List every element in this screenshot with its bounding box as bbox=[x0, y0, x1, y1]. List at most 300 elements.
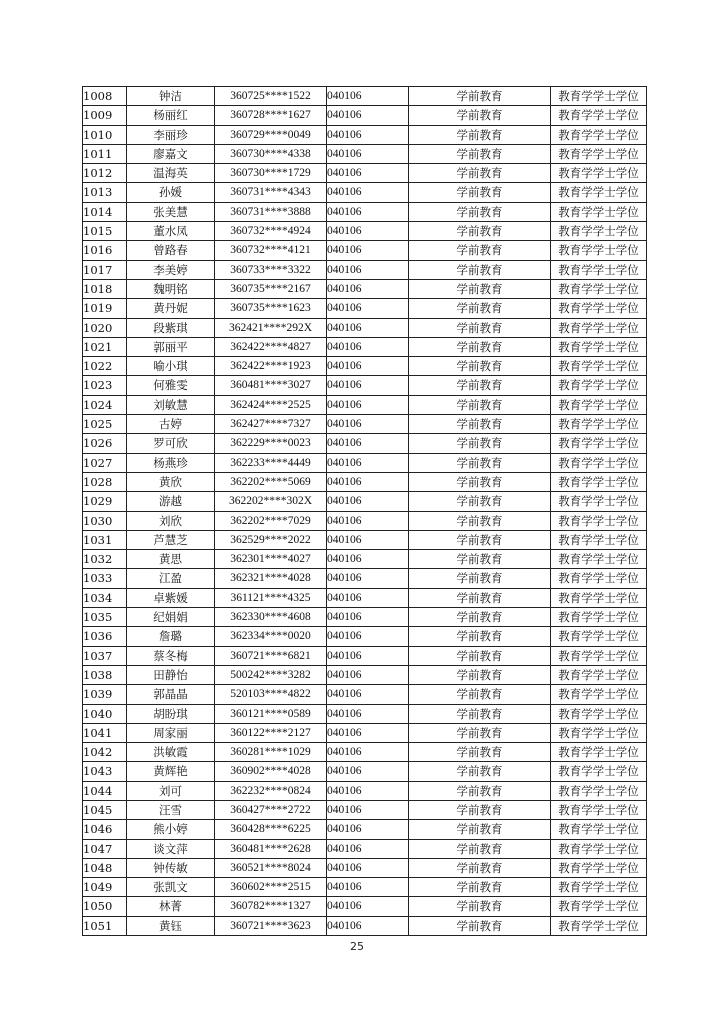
table-row bbox=[83, 376, 647, 395]
id-number-cell: 360902****4028 bbox=[215, 762, 327, 781]
student-name-cell: 黄辉艳 bbox=[127, 762, 215, 781]
student-name-cell: 黄钰 bbox=[127, 916, 215, 935]
table-row bbox=[83, 685, 647, 704]
major-name-cell: 学前教育 bbox=[409, 839, 551, 858]
serial-number-cell: 1030 bbox=[83, 511, 127, 530]
table-row bbox=[83, 202, 647, 221]
serial-number-cell: 1026 bbox=[83, 434, 127, 453]
degree-cell: 教育学学士学位 bbox=[551, 279, 647, 298]
degree-cell: 教育学学士学位 bbox=[551, 434, 647, 453]
student-name-cell: 罗可欣 bbox=[127, 434, 215, 453]
major-name-cell: 学前教育 bbox=[409, 588, 551, 607]
student-name-cell: 詹璐 bbox=[127, 627, 215, 646]
student-name-cell: 林菁 bbox=[127, 897, 215, 916]
degree-cell: 教育学学士学位 bbox=[551, 106, 647, 125]
id-number-cell: 360733****3322 bbox=[215, 260, 327, 279]
student-name-cell: 黄丹妮 bbox=[127, 299, 215, 318]
student-name-cell: 李丽珍 bbox=[127, 125, 215, 144]
major-name-cell: 学前教育 bbox=[409, 434, 551, 453]
serial-number-cell: 1025 bbox=[83, 415, 127, 434]
major-name-cell: 学前教育 bbox=[409, 550, 551, 569]
major-code-cell: 040106 bbox=[327, 550, 409, 569]
student-name-cell: 何雅雯 bbox=[127, 376, 215, 395]
degree-cell: 教育学学士学位 bbox=[551, 511, 647, 530]
degree-cell: 教育学学士学位 bbox=[551, 685, 647, 704]
table-row bbox=[83, 222, 647, 241]
table-row bbox=[83, 608, 647, 627]
table-row bbox=[83, 318, 647, 337]
major-code-cell: 040106 bbox=[327, 820, 409, 839]
major-name-cell: 学前教育 bbox=[409, 222, 551, 241]
major-name-cell: 学前教育 bbox=[409, 820, 551, 839]
serial-number-cell: 1022 bbox=[83, 357, 127, 376]
major-name-cell: 学前教育 bbox=[409, 357, 551, 376]
student-name-cell: 熊小婷 bbox=[127, 820, 215, 839]
id-number-cell: 520103****4822 bbox=[215, 685, 327, 704]
id-number-cell: 362421****292X bbox=[215, 318, 327, 337]
major-name-cell: 学前教育 bbox=[409, 569, 551, 588]
major-code-cell: 040106 bbox=[327, 87, 409, 106]
serial-number-cell: 1028 bbox=[83, 472, 127, 491]
table-row bbox=[83, 800, 647, 819]
degree-cell: 教育学学士学位 bbox=[551, 646, 647, 665]
degree-cell: 教育学学士学位 bbox=[551, 665, 647, 684]
student-name-cell: 刘可 bbox=[127, 781, 215, 800]
major-name-cell: 学前教育 bbox=[409, 878, 551, 897]
major-code-cell: 040106 bbox=[327, 183, 409, 202]
major-name-cell: 学前教育 bbox=[409, 646, 551, 665]
serial-number-cell: 1014 bbox=[83, 202, 127, 221]
serial-number-cell: 1015 bbox=[83, 222, 127, 241]
serial-number-cell: 1042 bbox=[83, 743, 127, 762]
table-row bbox=[83, 183, 647, 202]
serial-number-cell: 1044 bbox=[83, 781, 127, 800]
major-code-cell: 040106 bbox=[327, 800, 409, 819]
serial-number-cell: 1023 bbox=[83, 376, 127, 395]
major-name-cell: 学前教育 bbox=[409, 608, 551, 627]
table-row bbox=[83, 279, 647, 298]
serial-number-cell: 1045 bbox=[83, 800, 127, 819]
serial-number-cell: 1020 bbox=[83, 318, 127, 337]
id-number-cell: 500242****3282 bbox=[215, 665, 327, 684]
id-number-cell: 360732****4121 bbox=[215, 241, 327, 260]
table-row bbox=[83, 472, 647, 491]
degree-cell: 教育学学士学位 bbox=[551, 897, 647, 916]
table-row bbox=[83, 395, 647, 414]
major-name-cell: 学前教育 bbox=[409, 858, 551, 877]
degree-cell: 教育学学士学位 bbox=[551, 318, 647, 337]
major-code-cell: 040106 bbox=[327, 144, 409, 163]
table-row bbox=[83, 87, 647, 106]
serial-number-cell: 1017 bbox=[83, 260, 127, 279]
serial-number-cell: 1012 bbox=[83, 164, 127, 183]
student-name-cell: 钟传敏 bbox=[127, 858, 215, 877]
degree-cell: 教育学学士学位 bbox=[551, 781, 647, 800]
table-row bbox=[83, 704, 647, 723]
serial-number-cell: 1050 bbox=[83, 897, 127, 916]
id-number-cell: 362232****0824 bbox=[215, 781, 327, 800]
id-number-cell: 362424****2525 bbox=[215, 395, 327, 414]
serial-number-cell: 1010 bbox=[83, 125, 127, 144]
major-name-cell: 学前教育 bbox=[409, 530, 551, 549]
table-row bbox=[83, 762, 647, 781]
serial-number-cell: 1008 bbox=[83, 87, 127, 106]
student-name-cell: 孙媛 bbox=[127, 183, 215, 202]
major-code-cell: 040106 bbox=[327, 897, 409, 916]
student-name-cell: 卓紫媛 bbox=[127, 588, 215, 607]
id-number-cell: 360731****4343 bbox=[215, 183, 327, 202]
major-name-cell: 学前教育 bbox=[409, 723, 551, 742]
major-name-cell: 学前教育 bbox=[409, 704, 551, 723]
id-number-cell: 360427****2722 bbox=[215, 800, 327, 819]
major-name-cell: 学前教育 bbox=[409, 415, 551, 434]
serial-number-cell: 1011 bbox=[83, 144, 127, 163]
degree-cell: 教育学学士学位 bbox=[551, 762, 647, 781]
id-number-cell: 360602****2515 bbox=[215, 878, 327, 897]
table-row bbox=[83, 415, 647, 434]
id-number-cell: 362422****1923 bbox=[215, 357, 327, 376]
table-row bbox=[83, 511, 647, 530]
major-code-cell: 040106 bbox=[327, 376, 409, 395]
major-code-cell: 040106 bbox=[327, 222, 409, 241]
student-name-cell: 张美慧 bbox=[127, 202, 215, 221]
degree-cell: 教育学学士学位 bbox=[551, 125, 647, 144]
student-name-cell: 田静怡 bbox=[127, 665, 215, 684]
student-name-cell: 刘欣 bbox=[127, 511, 215, 530]
major-code-cell: 040106 bbox=[327, 858, 409, 877]
major-code-cell: 040106 bbox=[327, 646, 409, 665]
major-code-cell: 040106 bbox=[327, 106, 409, 125]
table-row bbox=[83, 916, 647, 935]
page-number: 25 bbox=[350, 940, 364, 953]
serial-number-cell: 1038 bbox=[83, 665, 127, 684]
major-name-cell: 学前教育 bbox=[409, 376, 551, 395]
major-code-cell: 040106 bbox=[327, 453, 409, 472]
table-row bbox=[83, 125, 647, 144]
major-code-cell: 040106 bbox=[327, 569, 409, 588]
student-name-cell: 蔡冬梅 bbox=[127, 646, 215, 665]
degree-cell: 教育学学士学位 bbox=[551, 550, 647, 569]
table-row bbox=[83, 144, 647, 163]
major-code-cell: 040106 bbox=[327, 318, 409, 337]
student-name-cell: 郭晶晶 bbox=[127, 685, 215, 704]
major-code-cell: 040106 bbox=[327, 916, 409, 935]
serial-number-cell: 1049 bbox=[83, 878, 127, 897]
degree-cell: 教育学学士学位 bbox=[551, 299, 647, 318]
student-name-cell: 董水凤 bbox=[127, 222, 215, 241]
id-number-cell: 360782****1327 bbox=[215, 897, 327, 916]
degree-cell: 教育学学士学位 bbox=[551, 858, 647, 877]
student-name-cell: 温海英 bbox=[127, 164, 215, 183]
student-name-cell: 谈文萍 bbox=[127, 839, 215, 858]
major-name-cell: 学前教育 bbox=[409, 916, 551, 935]
student-name-cell: 段紫琪 bbox=[127, 318, 215, 337]
major-code-cell: 040106 bbox=[327, 299, 409, 318]
degree-cell: 教育学学士学位 bbox=[551, 492, 647, 511]
serial-number-cell: 1036 bbox=[83, 627, 127, 646]
degree-cell: 教育学学士学位 bbox=[551, 839, 647, 858]
serial-number-cell: 1029 bbox=[83, 492, 127, 511]
table-row bbox=[83, 434, 647, 453]
serial-number-cell: 1047 bbox=[83, 839, 127, 858]
major-name-cell: 学前教育 bbox=[409, 87, 551, 106]
degree-cell: 教育学学士学位 bbox=[551, 357, 647, 376]
id-number-cell: 362334****0020 bbox=[215, 627, 327, 646]
table-row bbox=[83, 337, 647, 356]
degree-cell: 教育学学士学位 bbox=[551, 588, 647, 607]
major-code-cell: 040106 bbox=[327, 164, 409, 183]
table-row bbox=[83, 665, 647, 684]
id-number-cell: 362233****4449 bbox=[215, 453, 327, 472]
table-row bbox=[83, 627, 647, 646]
major-name-cell: 学前教育 bbox=[409, 260, 551, 279]
table-row bbox=[83, 839, 647, 858]
major-name-cell: 学前教育 bbox=[409, 202, 551, 221]
degree-cell: 教育学学士学位 bbox=[551, 376, 647, 395]
degree-cell: 教育学学士学位 bbox=[551, 472, 647, 491]
serial-number-cell: 1043 bbox=[83, 762, 127, 781]
degree-cell: 教育学学士学位 bbox=[551, 183, 647, 202]
student-name-cell: 古婷 bbox=[127, 415, 215, 434]
serial-number-cell: 1046 bbox=[83, 820, 127, 839]
serial-number-cell: 1051 bbox=[83, 916, 127, 935]
table-row bbox=[83, 357, 647, 376]
degree-cell: 教育学学士学位 bbox=[551, 395, 647, 414]
table-row bbox=[83, 241, 647, 260]
degree-roster-table bbox=[82, 86, 647, 936]
id-number-cell: 362202****302X bbox=[215, 492, 327, 511]
table-row bbox=[83, 858, 647, 877]
major-code-cell: 040106 bbox=[327, 202, 409, 221]
table-row bbox=[83, 260, 647, 279]
major-name-cell: 学前教育 bbox=[409, 318, 551, 337]
major-name-cell: 学前教育 bbox=[409, 125, 551, 144]
major-code-cell: 040106 bbox=[327, 781, 409, 800]
degree-cell: 教育学学士学位 bbox=[551, 569, 647, 588]
major-name-cell: 学前教育 bbox=[409, 781, 551, 800]
id-number-cell: 360122****2127 bbox=[215, 723, 327, 742]
student-name-cell: 喻小琪 bbox=[127, 357, 215, 376]
major-name-cell: 学前教育 bbox=[409, 762, 551, 781]
table-row bbox=[83, 646, 647, 665]
serial-number-cell: 1024 bbox=[83, 395, 127, 414]
table-row bbox=[83, 723, 647, 742]
student-name-cell: 曾路春 bbox=[127, 241, 215, 260]
id-number-cell: 362330****4608 bbox=[215, 608, 327, 627]
student-name-cell: 廖嘉文 bbox=[127, 144, 215, 163]
degree-cell: 教育学学士学位 bbox=[551, 820, 647, 839]
degree-cell: 教育学学士学位 bbox=[551, 222, 647, 241]
student-name-cell: 郭丽平 bbox=[127, 337, 215, 356]
major-code-cell: 040106 bbox=[327, 279, 409, 298]
major-code-cell: 040106 bbox=[327, 685, 409, 704]
degree-cell: 教育学学士学位 bbox=[551, 916, 647, 935]
major-name-cell: 学前教育 bbox=[409, 106, 551, 125]
id-number-cell: 360735****1623 bbox=[215, 299, 327, 318]
id-number-cell: 360481****3027 bbox=[215, 376, 327, 395]
serial-number-cell: 1048 bbox=[83, 858, 127, 877]
major-name-cell: 学前教育 bbox=[409, 665, 551, 684]
serial-number-cell: 1033 bbox=[83, 569, 127, 588]
major-name-cell: 学前教育 bbox=[409, 472, 551, 491]
id-number-cell: 360730****4338 bbox=[215, 144, 327, 163]
serial-number-cell: 1016 bbox=[83, 241, 127, 260]
major-name-cell: 学前教育 bbox=[409, 627, 551, 646]
degree-cell: 教育学学士学位 bbox=[551, 530, 647, 549]
student-name-cell: 黄欣 bbox=[127, 472, 215, 491]
degree-cell: 教育学学士学位 bbox=[551, 723, 647, 742]
table-row bbox=[83, 588, 647, 607]
id-number-cell: 360481****2628 bbox=[215, 839, 327, 858]
serial-number-cell: 1019 bbox=[83, 299, 127, 318]
major-name-cell: 学前教育 bbox=[409, 183, 551, 202]
serial-number-cell: 1035 bbox=[83, 608, 127, 627]
student-name-cell: 汪雪 bbox=[127, 800, 215, 819]
id-number-cell: 360725****1522 bbox=[215, 87, 327, 106]
id-number-cell: 362427****7327 bbox=[215, 415, 327, 434]
serial-number-cell: 1037 bbox=[83, 646, 127, 665]
major-name-cell: 学前教育 bbox=[409, 395, 551, 414]
degree-cell: 教育学学士学位 bbox=[551, 704, 647, 723]
id-number-cell: 360721****3623 bbox=[215, 916, 327, 935]
student-name-cell: 周家丽 bbox=[127, 723, 215, 742]
major-code-cell: 040106 bbox=[327, 530, 409, 549]
table-body bbox=[83, 87, 647, 936]
student-name-cell: 杨燕珍 bbox=[127, 453, 215, 472]
table-row bbox=[83, 492, 647, 511]
degree-cell: 教育学学士学位 bbox=[551, 743, 647, 762]
degree-cell: 教育学学士学位 bbox=[551, 453, 647, 472]
major-code-cell: 040106 bbox=[327, 241, 409, 260]
student-name-cell: 刘敏慧 bbox=[127, 395, 215, 414]
serial-number-cell: 1021 bbox=[83, 337, 127, 356]
major-name-cell: 学前教育 bbox=[409, 164, 551, 183]
serial-number-cell: 1027 bbox=[83, 453, 127, 472]
id-number-cell: 360721****6821 bbox=[215, 646, 327, 665]
major-code-cell: 040106 bbox=[327, 588, 409, 607]
student-name-cell: 张凯文 bbox=[127, 878, 215, 897]
student-name-cell: 胡盼琪 bbox=[127, 704, 215, 723]
student-name-cell: 杨丽红 bbox=[127, 106, 215, 125]
student-name-cell: 魏明铭 bbox=[127, 279, 215, 298]
id-number-cell: 362229****0023 bbox=[215, 434, 327, 453]
degree-cell: 教育学学士学位 bbox=[551, 241, 647, 260]
serial-number-cell: 1039 bbox=[83, 685, 127, 704]
student-name-cell: 黄思 bbox=[127, 550, 215, 569]
degree-cell: 教育学学士学位 bbox=[551, 164, 647, 183]
degree-cell: 教育学学士学位 bbox=[551, 260, 647, 279]
major-code-cell: 040106 bbox=[327, 723, 409, 742]
major-code-cell: 040106 bbox=[327, 627, 409, 646]
id-number-cell: 362321****4028 bbox=[215, 569, 327, 588]
id-number-cell: 360428****6225 bbox=[215, 820, 327, 839]
major-name-cell: 学前教育 bbox=[409, 144, 551, 163]
major-code-cell: 040106 bbox=[327, 472, 409, 491]
id-number-cell: 360732****4924 bbox=[215, 222, 327, 241]
major-code-cell: 040106 bbox=[327, 357, 409, 376]
serial-number-cell: 1031 bbox=[83, 530, 127, 549]
major-code-cell: 040106 bbox=[327, 665, 409, 684]
student-name-cell: 钟洁 bbox=[127, 87, 215, 106]
table-row bbox=[83, 453, 647, 472]
table-row bbox=[83, 781, 647, 800]
id-number-cell: 360121****0589 bbox=[215, 704, 327, 723]
id-number-cell: 362202****7029 bbox=[215, 511, 327, 530]
degree-cell: 教育学学士学位 bbox=[551, 627, 647, 646]
degree-cell: 教育学学士学位 bbox=[551, 144, 647, 163]
degree-cell: 教育学学士学位 bbox=[551, 87, 647, 106]
table-row bbox=[83, 530, 647, 549]
major-name-cell: 学前教育 bbox=[409, 511, 551, 530]
major-name-cell: 学前教育 bbox=[409, 453, 551, 472]
major-name-cell: 学前教育 bbox=[409, 685, 551, 704]
major-code-cell: 040106 bbox=[327, 492, 409, 511]
serial-number-cell: 1040 bbox=[83, 704, 127, 723]
serial-number-cell: 1018 bbox=[83, 279, 127, 298]
id-number-cell: 360729****0049 bbox=[215, 125, 327, 144]
major-code-cell: 040106 bbox=[327, 125, 409, 144]
serial-number-cell: 1034 bbox=[83, 588, 127, 607]
student-name-cell: 江盈 bbox=[127, 569, 215, 588]
serial-number-cell: 1041 bbox=[83, 723, 127, 742]
student-name-cell: 芦慧芝 bbox=[127, 530, 215, 549]
major-code-cell: 040106 bbox=[327, 260, 409, 279]
major-code-cell: 040106 bbox=[327, 511, 409, 530]
table-row bbox=[83, 550, 647, 569]
major-code-cell: 040106 bbox=[327, 434, 409, 453]
table-row bbox=[83, 743, 647, 762]
serial-number-cell: 1009 bbox=[83, 106, 127, 125]
table-row bbox=[83, 569, 647, 588]
id-number-cell: 362422****4827 bbox=[215, 337, 327, 356]
major-name-cell: 学前教育 bbox=[409, 492, 551, 511]
table-row bbox=[83, 164, 647, 183]
major-name-cell: 学前教育 bbox=[409, 743, 551, 762]
major-code-cell: 040106 bbox=[327, 743, 409, 762]
student-name-cell: 游越 bbox=[127, 492, 215, 511]
id-number-cell: 360730****1729 bbox=[215, 164, 327, 183]
degree-cell: 教育学学士学位 bbox=[551, 608, 647, 627]
student-name-cell: 纪娟娟 bbox=[127, 608, 215, 627]
student-name-cell: 李美婷 bbox=[127, 260, 215, 279]
id-number-cell: 362529****2022 bbox=[215, 530, 327, 549]
id-number-cell: 360731****3888 bbox=[215, 202, 327, 221]
major-code-cell: 040106 bbox=[327, 839, 409, 858]
id-number-cell: 360735****2167 bbox=[215, 279, 327, 298]
id-number-cell: 361121****4325 bbox=[215, 588, 327, 607]
table-row bbox=[83, 820, 647, 839]
degree-cell: 教育学学士学位 bbox=[551, 800, 647, 819]
degree-cell: 教育学学士学位 bbox=[551, 415, 647, 434]
id-number-cell: 362301****4027 bbox=[215, 550, 327, 569]
major-code-cell: 040106 bbox=[327, 878, 409, 897]
degree-cell: 教育学学士学位 bbox=[551, 878, 647, 897]
table-row bbox=[83, 299, 647, 318]
major-name-cell: 学前教育 bbox=[409, 279, 551, 298]
id-number-cell: 360521****8024 bbox=[215, 858, 327, 877]
serial-number-cell: 1013 bbox=[83, 183, 127, 202]
major-code-cell: 040106 bbox=[327, 762, 409, 781]
major-code-cell: 040106 bbox=[327, 337, 409, 356]
major-code-cell: 040106 bbox=[327, 395, 409, 414]
id-number-cell: 360281****1029 bbox=[215, 743, 327, 762]
major-name-cell: 学前教育 bbox=[409, 897, 551, 916]
serial-number-cell: 1032 bbox=[83, 550, 127, 569]
major-name-cell: 学前教育 bbox=[409, 337, 551, 356]
degree-cell: 教育学学士学位 bbox=[551, 202, 647, 221]
major-code-cell: 040106 bbox=[327, 704, 409, 723]
student-name-cell: 洪敏霞 bbox=[127, 743, 215, 762]
